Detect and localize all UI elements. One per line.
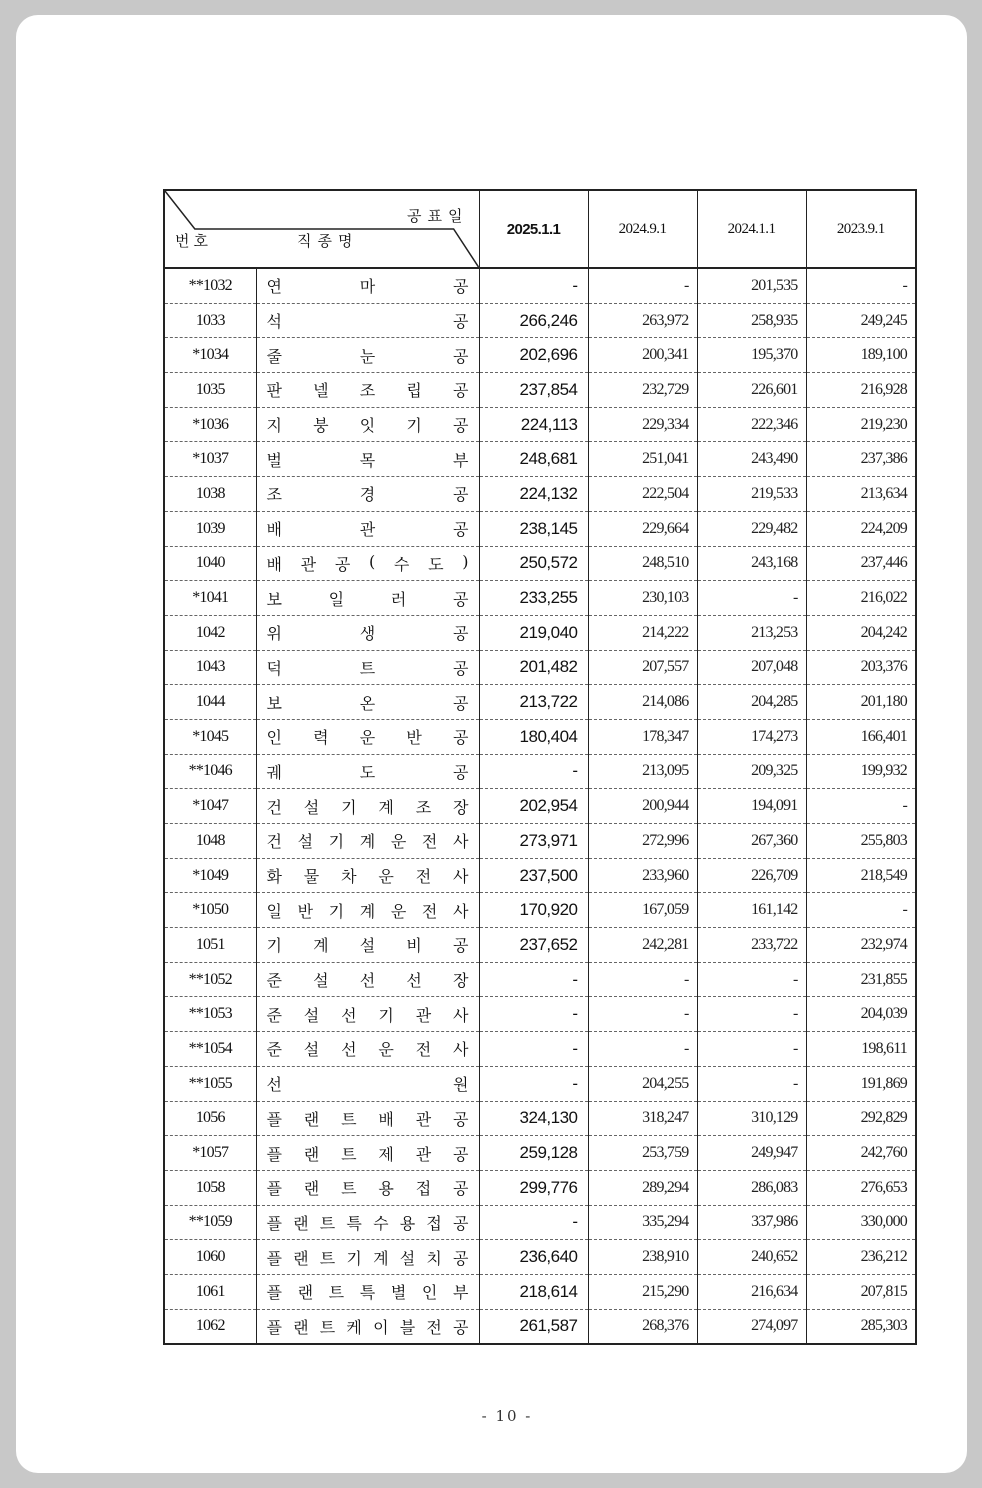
table-row bbox=[164, 893, 916, 928]
wage-previous: 215,290 bbox=[588, 1274, 697, 1309]
table-row bbox=[164, 442, 916, 477]
wage-previous: 226,601 bbox=[697, 373, 806, 408]
wage-previous: - bbox=[588, 268, 697, 303]
wage-previous: 255,803 bbox=[806, 824, 916, 859]
table-row bbox=[164, 719, 916, 754]
wage-previous: 214,086 bbox=[588, 685, 697, 720]
wage-previous: 237,386 bbox=[806, 442, 916, 477]
job-number: *1047 bbox=[164, 789, 256, 824]
job-number: 1035 bbox=[164, 373, 256, 408]
job-number: *1057 bbox=[164, 1136, 256, 1171]
wage-previous: 219,533 bbox=[697, 477, 806, 512]
job-name-text: 플 랜 트 케 이 블 전 공 bbox=[266, 1317, 469, 1337]
wage-current: 202,954 bbox=[479, 789, 588, 824]
job-number: 1039 bbox=[164, 511, 256, 546]
job-number: **1055 bbox=[164, 1066, 256, 1101]
wage-previous: 198,611 bbox=[806, 1032, 916, 1067]
job-number: *1041 bbox=[164, 581, 256, 616]
wage-previous: 167,059 bbox=[588, 893, 697, 928]
document-page bbox=[16, 15, 967, 1473]
wage-previous: 191,869 bbox=[806, 1066, 916, 1101]
wage-previous: 335,294 bbox=[588, 1205, 697, 1240]
wage-current: 248,681 bbox=[479, 442, 588, 477]
job-name bbox=[256, 268, 479, 303]
job-number: **1052 bbox=[164, 962, 256, 997]
table-row bbox=[164, 407, 916, 442]
wage-current: - bbox=[479, 754, 588, 789]
wage-previous: 174,273 bbox=[697, 719, 806, 754]
job-name-text: 플 랜 트 배 관 공 bbox=[266, 1109, 469, 1129]
table-row bbox=[164, 1170, 916, 1205]
table-row bbox=[164, 1032, 916, 1067]
wage-current: 237,652 bbox=[479, 928, 588, 963]
job-number: **1032 bbox=[164, 268, 256, 303]
job-number: 1051 bbox=[164, 928, 256, 963]
wage-previous: 233,722 bbox=[697, 928, 806, 963]
wage-previous: 213,634 bbox=[806, 477, 916, 512]
job-name bbox=[256, 962, 479, 997]
job-name-text: 화 물 차 운 전 사 bbox=[266, 867, 469, 887]
job-name-text: 배 관 공 ( 수 도 ) bbox=[266, 551, 469, 574]
wage-current: - bbox=[479, 1066, 588, 1101]
wage-current: 273,971 bbox=[479, 824, 588, 859]
wage-previous: 337,986 bbox=[697, 1205, 806, 1240]
job-name-text: 건 설 기 계 운 전 사 bbox=[266, 832, 469, 852]
job-name bbox=[256, 1309, 479, 1344]
table-row bbox=[164, 1309, 916, 1344]
job-name bbox=[256, 1240, 479, 1275]
job-name-text: 판 넬 조 립 공 bbox=[266, 381, 469, 401]
wage-current: 324,130 bbox=[479, 1101, 588, 1136]
job-number: **1053 bbox=[164, 997, 256, 1032]
job-name bbox=[256, 824, 479, 859]
header-date: 2023.9.1 bbox=[806, 190, 916, 268]
job-name bbox=[256, 338, 479, 373]
wage-previous: 214,222 bbox=[588, 615, 697, 650]
job-number: 1038 bbox=[164, 477, 256, 512]
wage-previous: 231,855 bbox=[806, 962, 916, 997]
page-number: - 10 - bbox=[481, 1407, 533, 1425]
wage-previous: 292,829 bbox=[806, 1101, 916, 1136]
wage-previous: 263,972 bbox=[588, 303, 697, 338]
wage-previous: 232,729 bbox=[588, 373, 697, 408]
job-name bbox=[256, 373, 479, 408]
header-announce-date-label: 공표일 bbox=[407, 207, 469, 225]
table-row bbox=[164, 962, 916, 997]
wage-table bbox=[163, 189, 917, 1345]
job-name bbox=[256, 407, 479, 442]
wage-current: 224,113 bbox=[479, 407, 588, 442]
job-name-text: 궤 도 공 bbox=[266, 762, 469, 782]
wage-previous: 318,247 bbox=[588, 1101, 697, 1136]
header-number-label: 번호 bbox=[175, 232, 212, 250]
job-number: *1034 bbox=[164, 338, 256, 373]
wage-current: 219,040 bbox=[479, 615, 588, 650]
table-row bbox=[164, 1205, 916, 1240]
wage-current: 237,500 bbox=[479, 858, 588, 893]
job-name-text: 줄 눈 공 bbox=[266, 346, 469, 366]
job-name bbox=[256, 789, 479, 824]
job-name bbox=[256, 858, 479, 893]
wage-previous: - bbox=[697, 962, 806, 997]
wage-previous: 222,504 bbox=[588, 477, 697, 512]
job-number: 1056 bbox=[164, 1101, 256, 1136]
wage-current: - bbox=[479, 1032, 588, 1067]
table-row bbox=[164, 268, 916, 303]
wage-previous: 258,935 bbox=[697, 303, 806, 338]
job-name-text: 준 설 선 운 전 사 bbox=[266, 1040, 469, 1060]
wage-previous: 242,760 bbox=[806, 1136, 916, 1171]
wage-previous: 213,253 bbox=[697, 615, 806, 650]
wage-previous: 268,376 bbox=[588, 1309, 697, 1344]
table-row bbox=[164, 546, 916, 581]
table-header-row bbox=[164, 190, 916, 268]
job-name-text: 준 설 선 선 장 bbox=[266, 971, 469, 991]
table-row bbox=[164, 303, 916, 338]
job-name bbox=[256, 546, 479, 581]
wage-current: 299,776 bbox=[479, 1170, 588, 1205]
job-name-text: 석 공 bbox=[266, 312, 469, 332]
header-job-name-label: 직종명 bbox=[297, 232, 359, 250]
job-number: 1033 bbox=[164, 303, 256, 338]
table-row bbox=[164, 511, 916, 546]
wage-previous: 216,928 bbox=[806, 373, 916, 408]
wage-current: 224,132 bbox=[479, 477, 588, 512]
wage-previous: 240,652 bbox=[697, 1240, 806, 1275]
table-row bbox=[164, 789, 916, 824]
job-name bbox=[256, 1274, 479, 1309]
wage-previous: - bbox=[806, 789, 916, 824]
job-name-text: 배 관 공 bbox=[266, 520, 469, 540]
job-number: 1062 bbox=[164, 1309, 256, 1344]
job-name-text: 보 일 러 공 bbox=[266, 589, 469, 609]
wage-current: - bbox=[479, 1205, 588, 1240]
job-name-text: 플 랜 트 특 수 용 접 공 bbox=[266, 1213, 469, 1233]
job-name bbox=[256, 1066, 479, 1101]
wage-previous: 204,255 bbox=[588, 1066, 697, 1101]
header-date: 2024.9.1 bbox=[588, 190, 697, 268]
job-name bbox=[256, 650, 479, 685]
table-row bbox=[164, 477, 916, 512]
wage-current: 201,482 bbox=[479, 650, 588, 685]
wage-previous: 236,212 bbox=[806, 1240, 916, 1275]
job-name bbox=[256, 581, 479, 616]
wage-previous: 233,960 bbox=[588, 858, 697, 893]
table-row bbox=[164, 997, 916, 1032]
wage-previous: 201,180 bbox=[806, 685, 916, 720]
table-body bbox=[164, 268, 916, 1344]
wage-current: 237,854 bbox=[479, 373, 588, 408]
wage-previous: 195,370 bbox=[697, 338, 806, 373]
table-row bbox=[164, 858, 916, 893]
table-row bbox=[164, 338, 916, 373]
table-row bbox=[164, 685, 916, 720]
wage-current: 266,246 bbox=[479, 303, 588, 338]
wage-previous: 243,168 bbox=[697, 546, 806, 581]
wage-previous: 216,634 bbox=[697, 1274, 806, 1309]
wage-previous: 251,041 bbox=[588, 442, 697, 477]
wage-current: 170,920 bbox=[479, 893, 588, 928]
wage-previous: 237,446 bbox=[806, 546, 916, 581]
job-number: **1054 bbox=[164, 1032, 256, 1067]
job-name bbox=[256, 1101, 479, 1136]
table-row bbox=[164, 1136, 916, 1171]
wage-previous: 289,294 bbox=[588, 1170, 697, 1205]
wage-previous: - bbox=[697, 1066, 806, 1101]
job-name-text: 조 경 공 bbox=[266, 485, 469, 505]
job-name-text: 위 생 공 bbox=[266, 624, 469, 644]
table-row bbox=[164, 581, 916, 616]
job-name-text: 선 원 bbox=[266, 1075, 469, 1095]
job-name bbox=[256, 997, 479, 1032]
wage-previous: 207,048 bbox=[697, 650, 806, 685]
job-number: 1043 bbox=[164, 650, 256, 685]
job-name bbox=[256, 477, 479, 512]
table-row bbox=[164, 615, 916, 650]
wage-previous: 226,709 bbox=[697, 858, 806, 893]
job-name-text: 기 계 설 비 공 bbox=[266, 936, 469, 956]
job-name bbox=[256, 893, 479, 928]
job-name-text: 덕 트 공 bbox=[266, 658, 469, 678]
wage-previous: - bbox=[806, 268, 916, 303]
table-row bbox=[164, 824, 916, 859]
wage-previous: - bbox=[588, 997, 697, 1032]
wage-previous: 194,091 bbox=[697, 789, 806, 824]
wage-current: - bbox=[479, 268, 588, 303]
wage-previous: 161,142 bbox=[697, 893, 806, 928]
wage-current: - bbox=[479, 962, 588, 997]
job-name bbox=[256, 754, 479, 789]
job-name bbox=[256, 1205, 479, 1240]
wage-previous: 204,285 bbox=[697, 685, 806, 720]
job-number: 1040 bbox=[164, 546, 256, 581]
wage-previous: 204,242 bbox=[806, 615, 916, 650]
wage-previous: - bbox=[697, 1032, 806, 1067]
wage-previous: 286,083 bbox=[697, 1170, 806, 1205]
diagonal-header-cell bbox=[164, 190, 479, 268]
job-name bbox=[256, 303, 479, 338]
wage-previous: 204,039 bbox=[806, 997, 916, 1032]
wage-current: 261,587 bbox=[479, 1309, 588, 1344]
job-number: *1050 bbox=[164, 893, 256, 928]
wage-previous: 216,022 bbox=[806, 581, 916, 616]
job-number: **1046 bbox=[164, 754, 256, 789]
job-number: **1059 bbox=[164, 1205, 256, 1240]
wage-previous: 229,664 bbox=[588, 511, 697, 546]
wage-current: 213,722 bbox=[479, 685, 588, 720]
wage-previous: 218,549 bbox=[806, 858, 916, 893]
wage-previous: 230,103 bbox=[588, 581, 697, 616]
table-row bbox=[164, 650, 916, 685]
job-name bbox=[256, 511, 479, 546]
job-name-text: 건 설 기 계 조 장 bbox=[266, 797, 469, 817]
wage-current: - bbox=[479, 997, 588, 1032]
wage-previous: 207,815 bbox=[806, 1274, 916, 1309]
wage-previous: 276,653 bbox=[806, 1170, 916, 1205]
job-name-text: 일 반 기 계 운 전 사 bbox=[266, 901, 469, 921]
wage-current: 180,404 bbox=[479, 719, 588, 754]
wage-previous: 219,230 bbox=[806, 407, 916, 442]
wage-previous: - bbox=[806, 893, 916, 928]
job-number: *1045 bbox=[164, 719, 256, 754]
wage-current: 202,696 bbox=[479, 338, 588, 373]
job-name bbox=[256, 1032, 479, 1067]
table-row bbox=[164, 1101, 916, 1136]
wage-previous: - bbox=[697, 997, 806, 1032]
wage-previous: 249,947 bbox=[697, 1136, 806, 1171]
job-number: *1049 bbox=[164, 858, 256, 893]
wage-previous: 166,401 bbox=[806, 719, 916, 754]
wage-previous: 272,996 bbox=[588, 824, 697, 859]
job-name-text: 플 랜 트 제 관 공 bbox=[266, 1144, 469, 1164]
wage-previous: 229,482 bbox=[697, 511, 806, 546]
job-name-text: 연 마 공 bbox=[266, 277, 469, 297]
job-number: *1037 bbox=[164, 442, 256, 477]
job-name-text: 플 랜 트 용 접 공 bbox=[266, 1179, 469, 1199]
job-name-text: 인 력 운 반 공 bbox=[266, 728, 469, 748]
wage-previous: 232,974 bbox=[806, 928, 916, 963]
diagonal-divider bbox=[165, 191, 479, 267]
job-number: 1061 bbox=[164, 1274, 256, 1309]
wage-previous: 199,932 bbox=[806, 754, 916, 789]
job-number: *1036 bbox=[164, 407, 256, 442]
wage-previous: 222,346 bbox=[697, 407, 806, 442]
job-number: 1042 bbox=[164, 615, 256, 650]
wage-previous: 229,334 bbox=[588, 407, 697, 442]
wage-previous: 248,510 bbox=[588, 546, 697, 581]
job-name-text: 플 랜 트 특 별 인 부 bbox=[266, 1283, 469, 1303]
job-name bbox=[256, 928, 479, 963]
table-row bbox=[164, 1274, 916, 1309]
wage-previous: - bbox=[697, 581, 806, 616]
job-name bbox=[256, 615, 479, 650]
job-name bbox=[256, 1136, 479, 1171]
wage-previous: 189,100 bbox=[806, 338, 916, 373]
job-number: 1060 bbox=[164, 1240, 256, 1275]
job-name-text: 지 붕 잇 기 공 bbox=[266, 416, 469, 436]
wage-current: 218,614 bbox=[479, 1274, 588, 1309]
header-date: 2024.1.1 bbox=[697, 190, 806, 268]
wage-current: 236,640 bbox=[479, 1240, 588, 1275]
wage-previous: 267,360 bbox=[697, 824, 806, 859]
wage-previous: 200,341 bbox=[588, 338, 697, 373]
wage-previous: 238,910 bbox=[588, 1240, 697, 1275]
job-number: 1044 bbox=[164, 685, 256, 720]
job-name-text: 보 온 공 bbox=[266, 693, 469, 713]
job-number: 1058 bbox=[164, 1170, 256, 1205]
wage-previous: 201,535 bbox=[697, 268, 806, 303]
wage-previous: 330,000 bbox=[806, 1205, 916, 1240]
job-name-text: 준 설 선 기 관 사 bbox=[266, 1005, 469, 1025]
job-name-text: 플 랜 트 기 계 설 치 공 bbox=[266, 1248, 469, 1268]
job-name bbox=[256, 442, 479, 477]
wage-previous: - bbox=[588, 962, 697, 997]
table-row bbox=[164, 1240, 916, 1275]
wage-current: 238,145 bbox=[479, 511, 588, 546]
wage-previous: 203,376 bbox=[806, 650, 916, 685]
wage-previous: 242,281 bbox=[588, 928, 697, 963]
wage-previous: 274,097 bbox=[697, 1309, 806, 1344]
wage-current: 233,255 bbox=[479, 581, 588, 616]
job-number: 1048 bbox=[164, 824, 256, 859]
job-name bbox=[256, 685, 479, 720]
wage-previous: 310,129 bbox=[697, 1101, 806, 1136]
wage-previous: 243,490 bbox=[697, 442, 806, 477]
wage-current: 250,572 bbox=[479, 546, 588, 581]
wage-previous: 200,944 bbox=[588, 789, 697, 824]
job-name bbox=[256, 1170, 479, 1205]
wage-previous: 253,759 bbox=[588, 1136, 697, 1171]
wage-previous: 285,303 bbox=[806, 1309, 916, 1344]
wage-previous: 178,347 bbox=[588, 719, 697, 754]
job-name-text: 벌 목 부 bbox=[266, 450, 469, 470]
table-row bbox=[164, 754, 916, 789]
wage-previous: 209,325 bbox=[697, 754, 806, 789]
wage-previous: 224,209 bbox=[806, 511, 916, 546]
wage-previous: 249,245 bbox=[806, 303, 916, 338]
table-row bbox=[164, 928, 916, 963]
job-name bbox=[256, 719, 479, 754]
table-row bbox=[164, 1066, 916, 1101]
wage-previous: 213,095 bbox=[588, 754, 697, 789]
wage-previous: - bbox=[588, 1032, 697, 1067]
header-date-current: 2025.1.1 bbox=[479, 190, 588, 268]
wage-current: 259,128 bbox=[479, 1136, 588, 1171]
wage-previous: 207,557 bbox=[588, 650, 697, 685]
table-row bbox=[164, 373, 916, 408]
